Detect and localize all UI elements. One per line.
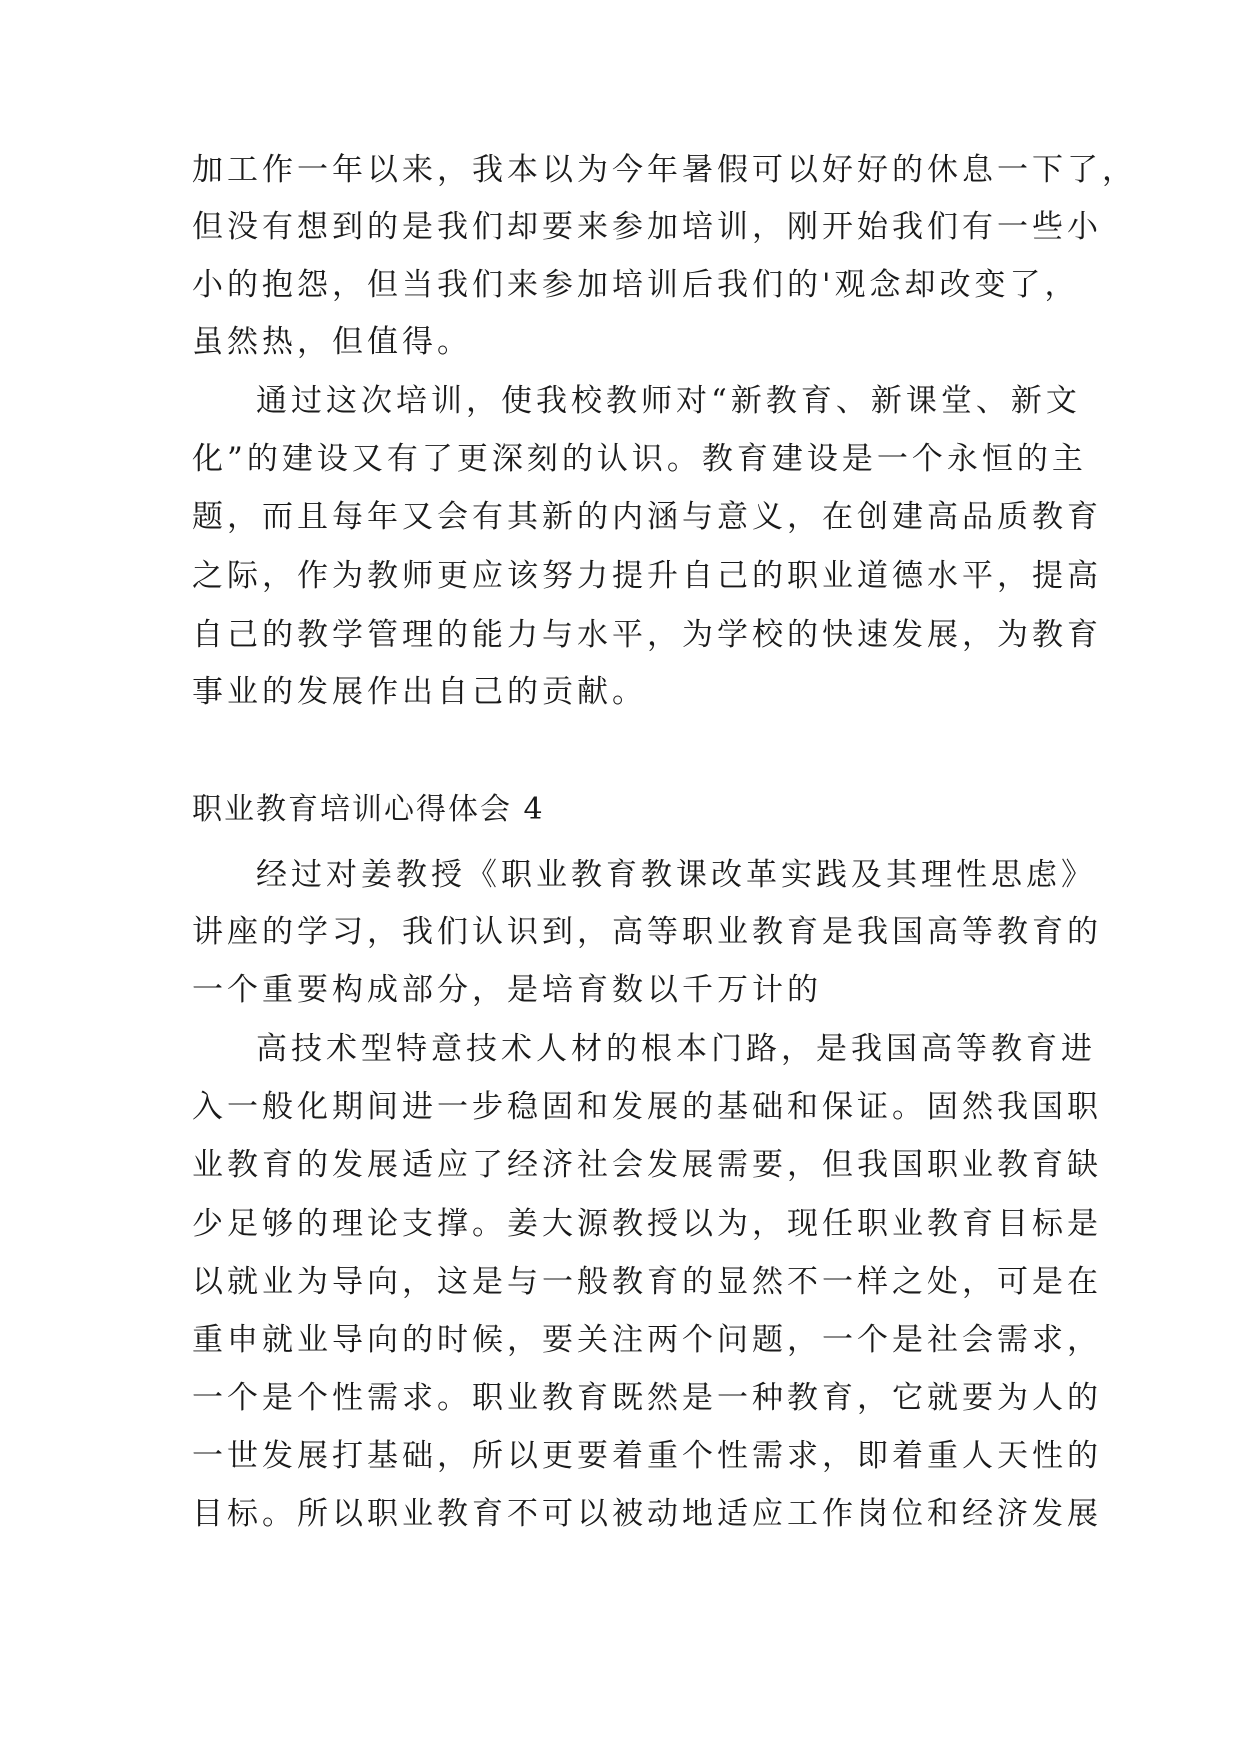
text-line: 事业的发展作出自己的贡献。 <box>192 674 647 710</box>
text-line: 通过这次培训，使我校教师对“新教育、新课堂、新文 <box>256 383 1081 419</box>
text-line: 化”的建设又有了更深刻的认识。教育建设是一个永恒的主 <box>192 441 1087 477</box>
text-line: 自己的教学管理的能力与水平，为学校的快速发展，为教育 <box>192 617 1102 653</box>
text-line: 目标。所以职业教育不可以被动地适应工作岗位和经济发展 <box>192 1496 1102 1532</box>
text-line: 题，而且每年又会有其新的内涵与意义，在创建高品质教育 <box>192 499 1102 535</box>
section-heading: 职业教育培训心得体会 4 <box>192 792 545 827</box>
text-line: 高技术型特意技术人材的根本门路，是我国高等教育进 <box>256 1031 1096 1067</box>
text-line: 加工作一年以来，我本以为今年暑假可以好好的休息一下了， <box>192 152 1137 188</box>
text-line: 少足够的理论支撑。姜大源教授以为，现任职业教育目标是 <box>192 1206 1102 1242</box>
text-line: 经过对姜教授《职业教育教课改革实践及其理性思虑》 <box>256 857 1096 893</box>
text-line: 业教育的发展适应了经济社会发展需要，但我国职业教育缺 <box>192 1147 1102 1183</box>
text-line: 小的抱怨，但当我们来参加培训后我们的'观念却改变了， <box>192 267 1080 303</box>
text-line: 虽然热，但值得。 <box>192 324 472 360</box>
text-line: 入一般化期间进一步稳固和发展的基础和保证。固然我国职 <box>192 1089 1102 1125</box>
text-line: 一世发展打基础，所以更要着重个性需求，即着重人天性的 <box>192 1438 1102 1474</box>
text-line: 但没有想到的是我们却要来参加培训，刚开始我们有一些小 <box>192 209 1102 245</box>
text-line: 一个是个性需求。职业教育既然是一种教育，它就要为人的 <box>192 1380 1102 1416</box>
text-line: 之际，作为教师更应该努力提升自己的职业道德水平，提高 <box>192 558 1102 594</box>
text-line: 以就业为导向，这是与一般教育的显然不一样之处，可是在 <box>192 1264 1102 1300</box>
text-line: 重申就业导向的时候，要关注两个问题，一个是社会需求， <box>192 1322 1102 1358</box>
text-line: 讲座的学习，我们认识到，高等职业教育是我国高等教育的 <box>192 914 1102 950</box>
text-line: 一个重要构成部分，是培育数以千万计的 <box>192 972 822 1008</box>
